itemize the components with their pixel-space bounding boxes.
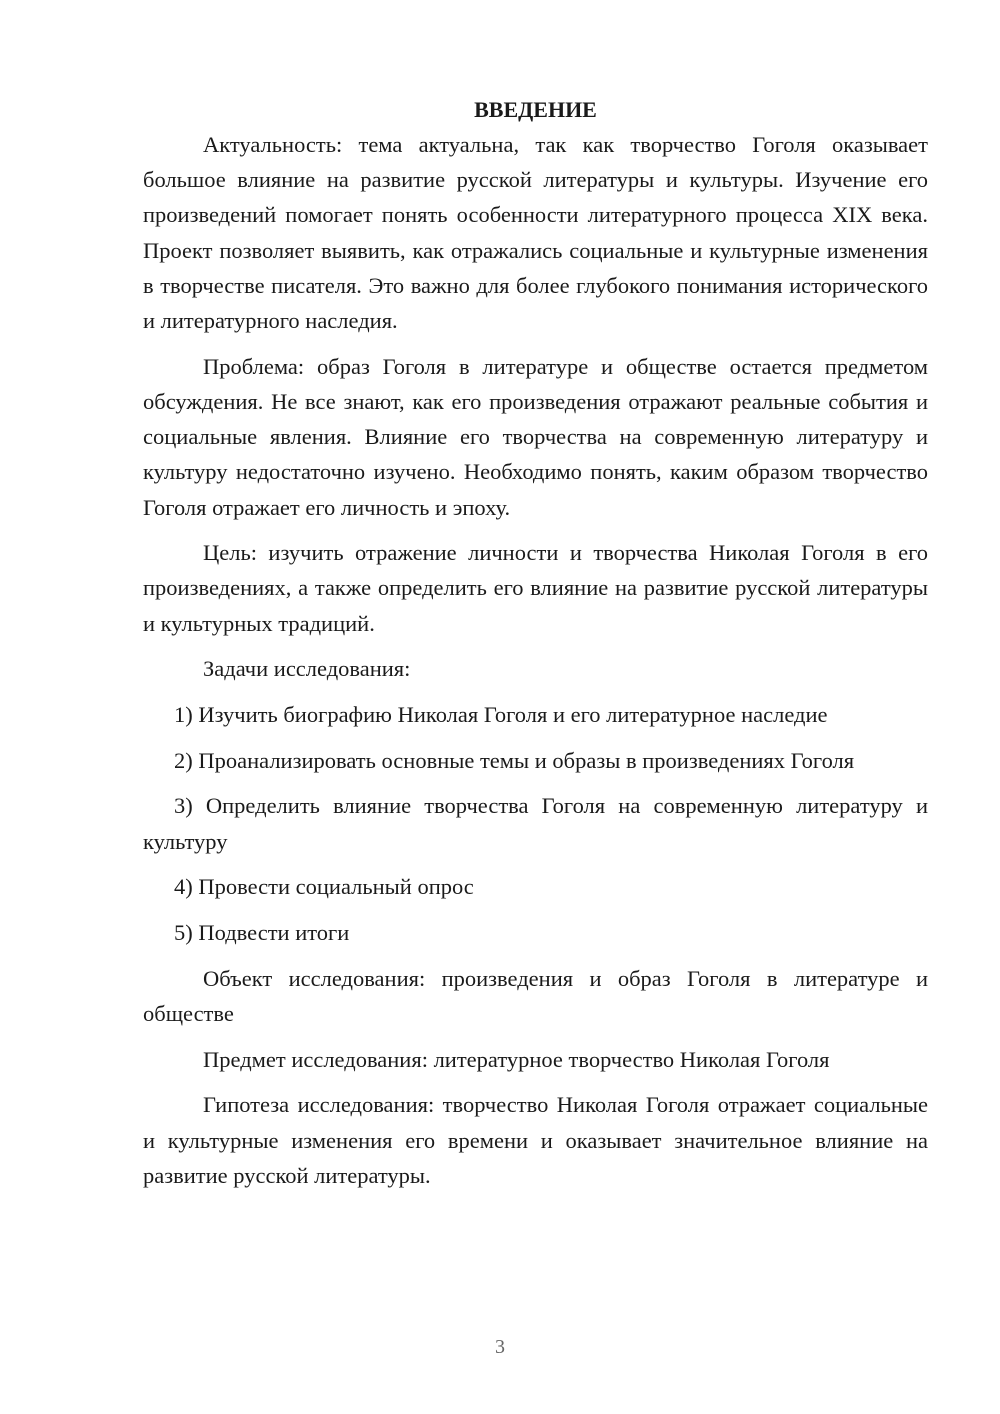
paragraph-object: Объект исследования: произведения и образ Гоголя в литературе и обществе <box>143 965 928 1026</box>
paragraph-hypothesis: Гипотеза исследования: творчество Николая Гоголя отражает социальные и культурные изменения его времени и оказывает значительное влияние на развитие русской литературы. <box>143 1092 928 1188</box>
paragraph-subject: Предмет исследования: литературное творчество Николая Гоголя <box>203 1046 830 1072</box>
tasks-heading: Задачи исследования: <box>203 656 411 682</box>
task-item-2: 2) Проанализировать основные темы и образы в произведениях Гоголя <box>174 747 855 773</box>
paragraph-problem: Проблема: образ Гоголя в литературе и обществе остается предметом обсуждения. Не все знают, как его произведения отражают реальные события и социальные явления. Влияние его творчества на современную литературу и культуру недостаточно изучено. Необходимо понять, каким образом творчество Гоголя отражает его личность и эпоху. <box>143 353 928 520</box>
task-item-3: 3) Определить влияние творчества Гоголя на современную литературу и культуру <box>143 793 928 854</box>
task-item-4: 4) Провести социальный опрос <box>174 874 474 900</box>
page-title: ВВЕДЕНИЕ <box>474 97 597 122</box>
page-body <box>143 95 928 1203</box>
paragraph-goal: Цель: изучить отражение личности и творчества Николая Гоголя в его произведениях, а также определить его влияние на развитие русской литературы и культурных традиций. <box>143 540 928 636</box>
paragraph-relevance: Актуальность: тема актуальна, так как творчество Гоголя оказывает большое влияние на развитие русской литературы и культуры. Изучение его произведений помогает понять особенности литературного процесса XIX века. Проект позволяет выявить, как отражались социальные и культурные изменения в творчестве писателя. Это важно для более глубокого понимания исторического и литературного наследия. <box>143 132 928 334</box>
task-item-1: 1) Изучить биографию Николая Гоголя и его литературное наследие <box>174 702 828 728</box>
page-number: 3 <box>495 1336 505 1358</box>
task-item-5: 5) Подвести итоги <box>174 920 350 946</box>
